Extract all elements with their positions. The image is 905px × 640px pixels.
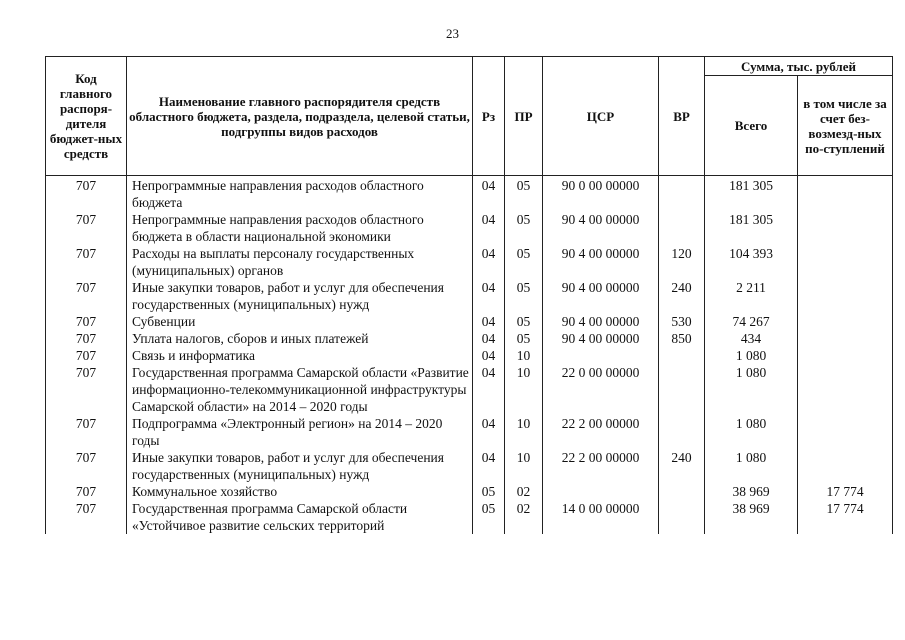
cell-pr: 05 [505,330,543,347]
header-total: Всего [705,76,798,176]
cell-name: Непрограммные направления расходов областного бюджета в области национальной экономики [127,211,473,245]
cell-total: 74 267 [705,313,798,330]
cell-rz: 04 [473,415,505,449]
cell-total: 181 305 [705,211,798,245]
cell-pr: 05 [505,211,543,245]
table-row [46,500,893,534]
cell-vr: 530 [659,313,705,330]
cell-name: Иные закупки товаров, работ и услуг для обеспечения государственных (муниципальных) нужд [127,449,473,483]
cell-incl: 17 774 [798,483,893,500]
table-row [46,330,893,347]
cell-pr: 10 [505,364,543,415]
cell-name: Субвенции [127,313,473,330]
table-row [46,279,893,313]
header-rz: Рз [473,57,505,176]
cell-rz: 05 [473,483,505,500]
cell-rz: 04 [473,347,505,364]
cell-code: 707 [46,279,127,313]
cell-total: 38 969 [705,500,798,534]
table-row [46,211,893,245]
cell-csr: 22 2 00 00000 [543,415,659,449]
cell-code: 707 [46,415,127,449]
cell-rz: 04 [473,364,505,415]
cell-incl [798,449,893,483]
cell-vr [659,483,705,500]
cell-total: 1 080 [705,364,798,415]
cell-vr [659,364,705,415]
cell-csr: 90 4 00 00000 [543,330,659,347]
cell-rz: 04 [473,330,505,347]
cell-name: Государственная программа Самарской области «Развитие информационно-телекоммуникационной инфраструктуры Самарской области» на 2014 – 2020 годы [127,364,473,415]
header-pr: ПР [505,57,543,176]
budget-table [45,56,893,534]
cell-code: 707 [46,330,127,347]
header-name: Наименование главного распорядителя средств областного бюджета, раздела, подраздела, целевой статьи, подгруппы видов расходов [127,57,473,176]
cell-code: 707 [46,211,127,245]
cell-pr: 02 [505,483,543,500]
table-row [46,245,893,279]
cell-pr: 05 [505,279,543,313]
cell-vr [659,415,705,449]
cell-total: 434 [705,330,798,347]
cell-incl [798,279,893,313]
cell-rz: 05 [473,500,505,534]
page-number: 23 [446,26,459,41]
cell-rz: 04 [473,279,505,313]
cell-name: Коммунальное хозяйство [127,483,473,500]
cell-csr: 90 4 00 00000 [543,279,659,313]
cell-code: 707 [46,347,127,364]
cell-name: Непрограммные направления расходов областного бюджета [127,176,473,212]
header-sum: Сумма, тыс. рублей [705,57,893,76]
header-incl: в том числе за счет без-возмезд-ных по-ступлений [798,76,893,176]
table-row [46,176,893,212]
cell-total: 1 080 [705,415,798,449]
cell-csr: 90 0 00 00000 [543,176,659,212]
cell-csr [543,483,659,500]
cell-incl [798,176,893,212]
cell-incl [798,415,893,449]
table-row [46,313,893,330]
header-csr: ЦСР [543,57,659,176]
cell-csr [543,347,659,364]
cell-csr: 22 2 00 00000 [543,449,659,483]
cell-rz: 04 [473,211,505,245]
cell-total: 1 080 [705,347,798,364]
cell-csr: 90 4 00 00000 [543,245,659,279]
table-row [46,364,893,415]
cell-vr: 240 [659,449,705,483]
header-code: Код главного распоря-дителя бюджет-ных средств [46,57,127,176]
cell-vr: 850 [659,330,705,347]
cell-code: 707 [46,245,127,279]
cell-code: 707 [46,449,127,483]
table-row [46,415,893,449]
cell-csr: 90 4 00 00000 [543,211,659,245]
cell-pr: 05 [505,176,543,212]
table-row [46,483,893,500]
cell-pr: 10 [505,449,543,483]
cell-vr: 240 [659,279,705,313]
cell-pr: 02 [505,500,543,534]
cell-code: 707 [46,483,127,500]
cell-incl [798,330,893,347]
cell-csr: 90 4 00 00000 [543,313,659,330]
cell-name: Расходы на выплаты персоналу государственных (муниципальных) органов [127,245,473,279]
cell-vr [659,500,705,534]
cell-vr [659,211,705,245]
cell-vr [659,347,705,364]
cell-code: 707 [46,364,127,415]
cell-name: Подпрограмма «Электронный регион» на 2014 – 2020 годы [127,415,473,449]
cell-total: 181 305 [705,176,798,212]
cell-name: Связь и информатика [127,347,473,364]
cell-pr: 05 [505,245,543,279]
cell-vr [659,176,705,212]
cell-incl: 17 774 [798,500,893,534]
cell-pr: 10 [505,347,543,364]
cell-name: Государственная программа Самарской области «Устойчивое развитие сельских территорий [127,500,473,534]
cell-name: Уплата налогов, сборов и иных платежей [127,330,473,347]
table-row [46,347,893,364]
cell-vr: 120 [659,245,705,279]
header-vr: ВР [659,57,705,176]
cell-rz: 04 [473,245,505,279]
cell-total: 2 211 [705,279,798,313]
table-row [46,449,893,483]
cell-csr: 14 0 00 00000 [543,500,659,534]
cell-pr: 10 [505,415,543,449]
cell-csr: 22 0 00 00000 [543,364,659,415]
cell-incl [798,211,893,245]
cell-incl [798,364,893,415]
cell-total: 1 080 [705,449,798,483]
cell-code: 707 [46,500,127,534]
cell-name: Иные закупки товаров, работ и услуг для обеспечения государственных (муниципальных) нужд [127,279,473,313]
cell-total: 104 393 [705,245,798,279]
cell-incl [798,347,893,364]
cell-incl [798,245,893,279]
cell-rz: 04 [473,449,505,483]
cell-incl [798,313,893,330]
cell-pr: 05 [505,313,543,330]
cell-code: 707 [46,176,127,212]
cell-total: 38 969 [705,483,798,500]
cell-rz: 04 [473,313,505,330]
table-body [46,176,893,535]
cell-code: 707 [46,313,127,330]
cell-rz: 04 [473,176,505,212]
